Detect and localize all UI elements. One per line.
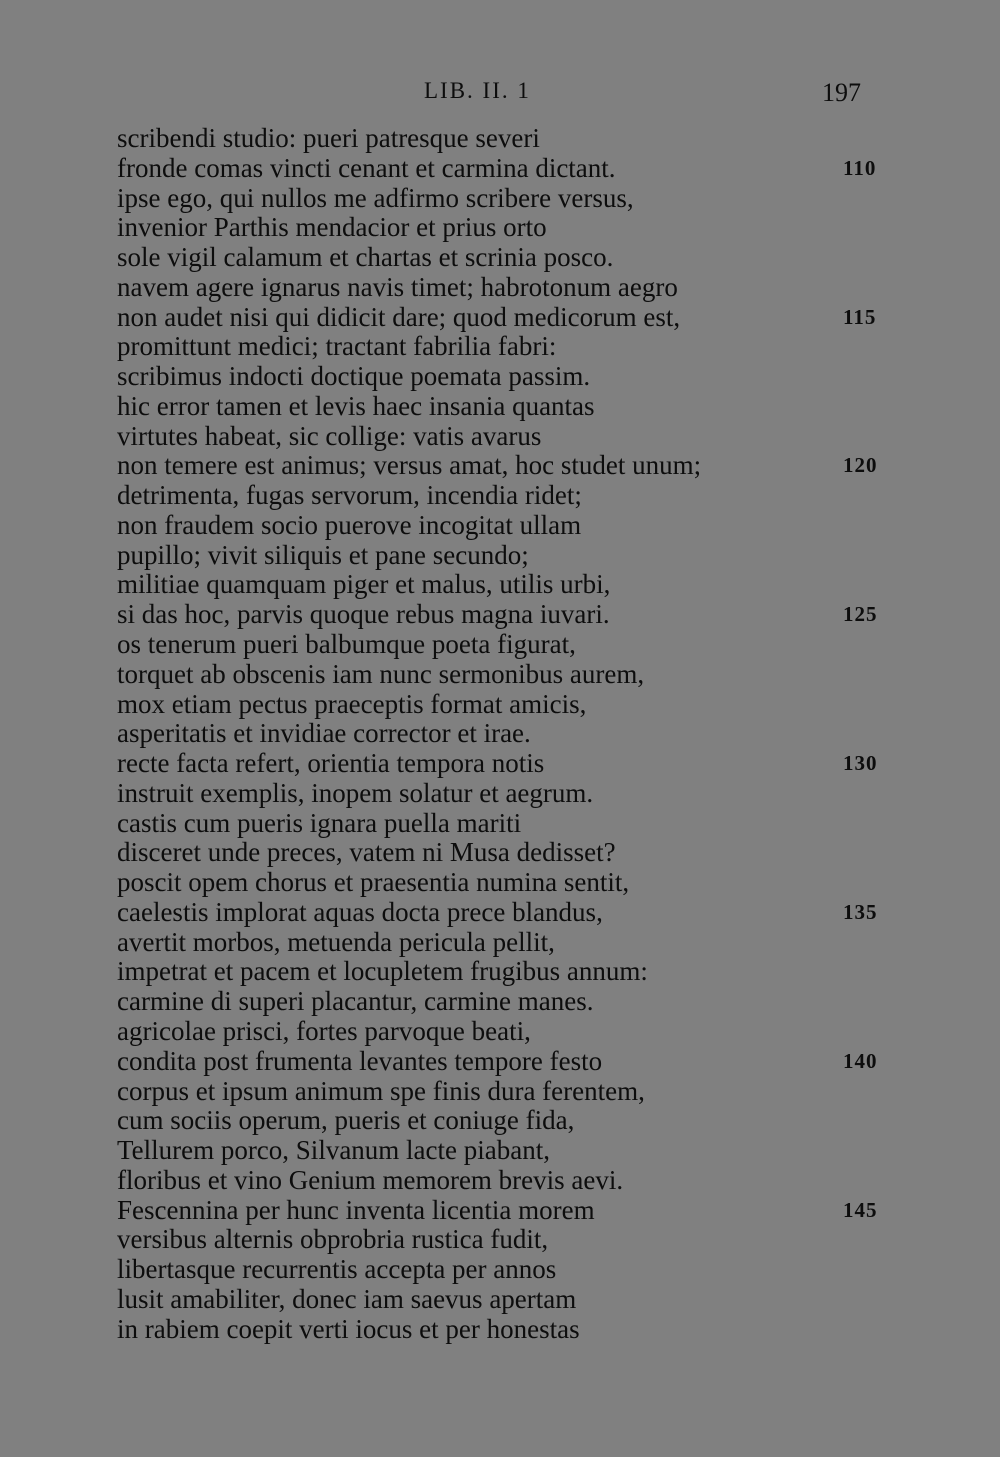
line-number: 140 bbox=[843, 1048, 878, 1073]
verse-text: hic error tamen et levis haec insania quantas bbox=[117, 390, 595, 421]
verse-line bbox=[117, 422, 987, 452]
verse-line bbox=[117, 868, 987, 898]
verse-text: militiae quamquam piger et malus, utilis urbi, bbox=[117, 569, 611, 600]
verse-line bbox=[117, 541, 987, 571]
verse-line bbox=[117, 243, 987, 273]
verse-text: virtutes habeat, sic collige: vatis avarus bbox=[117, 420, 542, 451]
verse-text: non audet nisi qui didicit dare; quod medicorum est, bbox=[117, 301, 681, 332]
running-head: LIB. II. 1 bbox=[424, 78, 531, 103]
verse-line bbox=[117, 690, 987, 720]
verse-line bbox=[117, 1285, 987, 1315]
verse-text: Fescennina per hunc inventa licentia morem bbox=[117, 1194, 595, 1225]
verse-text: disceret unde preces, vatem ni Musa dedisset? bbox=[117, 837, 616, 868]
verse-line bbox=[117, 719, 987, 749]
verse-line bbox=[117, 1136, 987, 1166]
verse-text: navem agere ignarus navis timet; habrotonum aegro bbox=[117, 271, 678, 302]
verse-text: fronde comas vincti cenant et carmina dictant. bbox=[117, 152, 616, 183]
verse-line bbox=[117, 957, 987, 987]
verse-text: avertit morbos, metuenda pericula pellit, bbox=[117, 926, 555, 957]
verse-line bbox=[117, 154, 987, 184]
verse-text: recte facta refert, orientia tempora notis bbox=[117, 748, 545, 779]
verse-text: os tenerum pueri balbumque poeta figurat, bbox=[117, 629, 576, 660]
verse-line bbox=[117, 511, 987, 541]
verse-text: scribimus indocti doctique poemata passim. bbox=[117, 361, 591, 392]
verse-line bbox=[117, 362, 987, 392]
verse-text: mox etiam pectus praeceptis format amicis, bbox=[117, 688, 587, 719]
verse-text: invenior Parthis mendacior et prius orto bbox=[117, 212, 547, 243]
verse-line bbox=[117, 1255, 987, 1285]
verse-line bbox=[117, 630, 987, 660]
verse-text: ipse ego, qui nullos me adfirmo scribere versus, bbox=[117, 182, 634, 213]
page-number: 197 bbox=[822, 78, 861, 107]
verse-line bbox=[117, 1077, 987, 1107]
line-number: 145 bbox=[843, 1197, 878, 1222]
verse-text: Tellurem porco, Silvanum lacte piabant, bbox=[117, 1135, 550, 1166]
verse-line bbox=[117, 749, 987, 779]
verse-line bbox=[117, 1315, 987, 1345]
line-number: 115 bbox=[843, 304, 877, 329]
verse-text: in rabiem coepit verti iocus et per honestas bbox=[117, 1313, 580, 1344]
verse-line bbox=[117, 213, 987, 243]
verse-line bbox=[117, 1017, 987, 1047]
verse-text: castis cum pueris ignara puella mariti bbox=[117, 807, 522, 838]
verse-text: agricolae prisci, fortes parvoque beati, bbox=[117, 1015, 531, 1046]
verse-text: sole vigil calamum et chartas et scrinia posco. bbox=[117, 242, 614, 273]
verse-line bbox=[117, 779, 987, 809]
verse-line bbox=[117, 1196, 987, 1226]
verse-line bbox=[117, 303, 987, 333]
verse-block bbox=[117, 124, 987, 1344]
verse-line bbox=[117, 124, 987, 154]
verse-text: asperitatis et invidiae corrector et irae. bbox=[117, 718, 531, 749]
verse-line bbox=[117, 600, 987, 630]
verse-line bbox=[117, 570, 987, 600]
verse-line bbox=[117, 660, 987, 690]
verse-text: libertasque recurrentis accepta per annos bbox=[117, 1254, 557, 1285]
verse-text: pupillo; vivit siliquis et pane secundo; bbox=[117, 539, 529, 570]
verse-line bbox=[117, 898, 987, 928]
verse-text: scribendi studio: pueri patresque severi bbox=[117, 123, 540, 153]
verse-line bbox=[117, 1106, 987, 1136]
verse-text: cum sociis operum, pueris et coniuge fida, bbox=[117, 1105, 575, 1136]
verse-text: promittunt medici; tractant fabrilia fabri: bbox=[117, 331, 557, 362]
verse-line bbox=[117, 1166, 987, 1196]
line-number: 120 bbox=[843, 453, 878, 478]
verse-text: si das hoc, parvis quoque rebus magna iuvari. bbox=[117, 599, 610, 630]
verse-text: carmine di superi placantur, carmine manes. bbox=[117, 986, 594, 1017]
verse-text: detrimenta, fugas servorum, incendia ridet; bbox=[117, 480, 582, 511]
verse-text: torquet ab obscenis iam nunc sermonibus aurem, bbox=[117, 658, 645, 689]
verse-text: floribus et vino Genium memorem brevis aevi. bbox=[117, 1164, 624, 1195]
verse-line bbox=[117, 392, 987, 422]
verse-line bbox=[117, 273, 987, 303]
verse-text: impetrat et pacem et locupletem frugibus annum: bbox=[117, 956, 648, 987]
verse-line bbox=[117, 838, 987, 868]
verse-text: condita post frumenta levantes tempore festo bbox=[117, 1045, 603, 1076]
verse-text: poscit opem chorus et praesentia numina sentit, bbox=[117, 867, 630, 898]
verse-line bbox=[117, 481, 987, 511]
verse-text: caelestis implorat aquas docta prece blandus, bbox=[117, 896, 603, 927]
verse-line bbox=[117, 928, 987, 958]
line-number: 110 bbox=[843, 155, 877, 180]
verse-line bbox=[117, 1047, 987, 1077]
verse-line bbox=[117, 451, 987, 481]
verse-line bbox=[117, 987, 987, 1017]
verse-line bbox=[117, 184, 987, 214]
verse-line bbox=[117, 1225, 987, 1255]
verse-text: non fraudem socio puerove incogitat ullam bbox=[117, 509, 582, 540]
line-number: 125 bbox=[843, 602, 878, 627]
line-number: 135 bbox=[843, 899, 878, 924]
verse-line bbox=[117, 809, 987, 839]
verse-text: corpus et ipsum animum spe finis dura ferentem, bbox=[117, 1075, 645, 1106]
verse-text: instruit exemplis, inopem solatur et aegrum. bbox=[117, 777, 594, 808]
verse-line bbox=[117, 332, 987, 362]
verse-text: lusit amabiliter, donec iam saevus apertam bbox=[117, 1283, 577, 1314]
verse-text: versibus alternis obprobria rustica fudit, bbox=[117, 1224, 549, 1255]
verse-text: non temere est animus; versus amat, hoc studet unum; bbox=[117, 450, 702, 481]
line-number: 130 bbox=[843, 751, 878, 776]
